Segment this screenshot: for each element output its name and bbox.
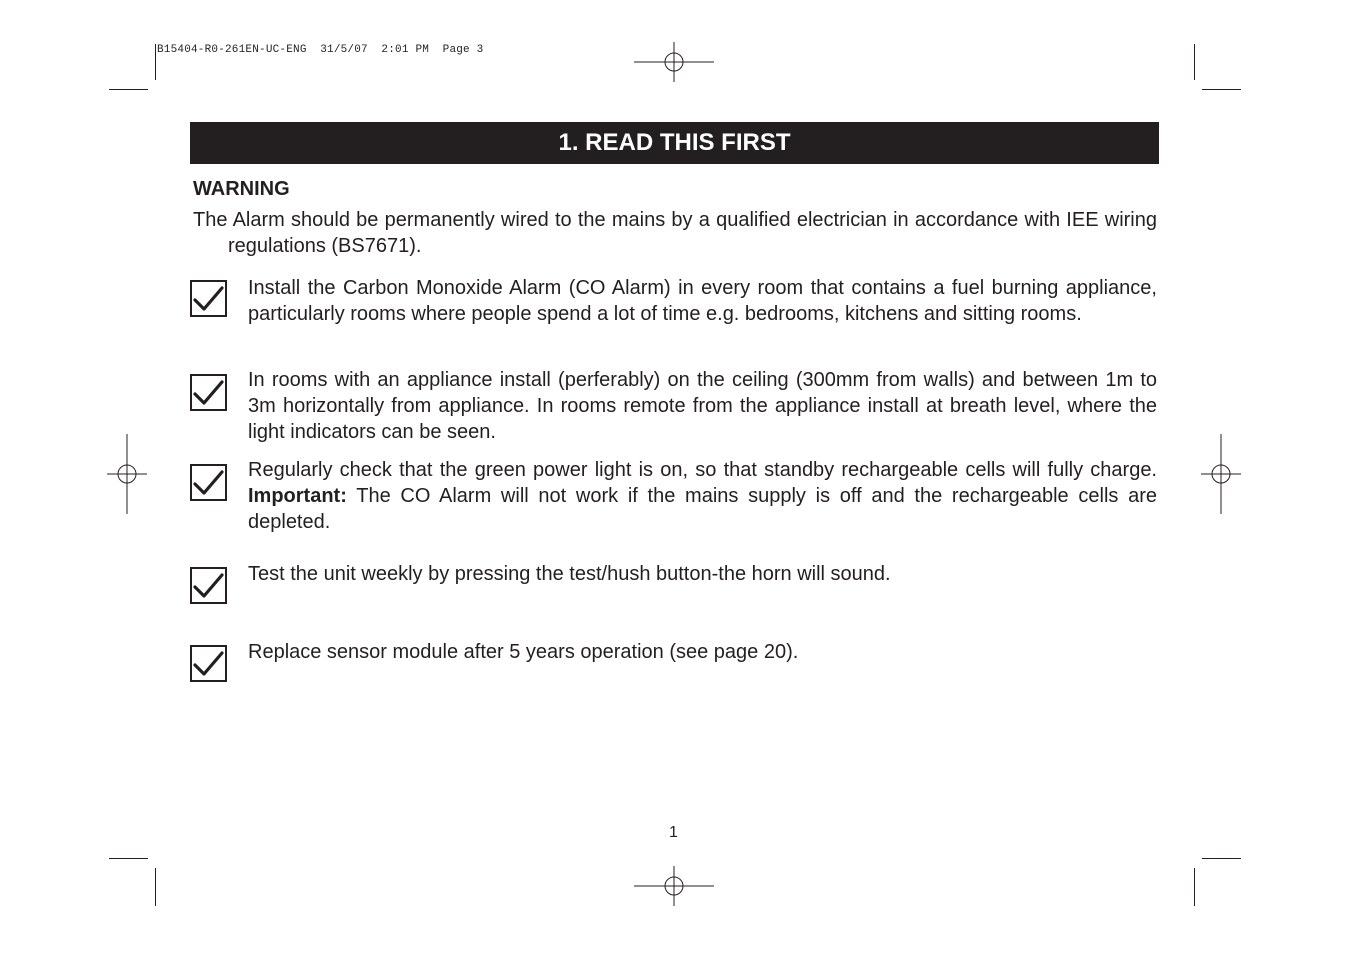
- crop-mark: [155, 44, 156, 80]
- crop-mark: [1194, 868, 1195, 906]
- page-number: 1: [669, 824, 678, 841]
- crop-mark: [1202, 89, 1241, 90]
- checklist-item-text: [248, 457, 1157, 535]
- checked-box-icon: [190, 464, 227, 501]
- checklist-item-text: Install the Carbon Monoxide Alarm (CO Alarm) in every room that contains a fuel burning appliance, particularly rooms where people spend a lot of time e.g. bedrooms, kitchens and sitting rooms.: [248, 277, 1157, 325]
- crop-mark: [109, 89, 148, 90]
- checked-box-icon: [190, 645, 227, 682]
- checklist-item-text: Replace sensor module after 5 years operation (see page 20).: [248, 641, 799, 663]
- checked-box-icon: [190, 567, 227, 604]
- registration-mark-icon: [107, 434, 147, 514]
- crop-mark: [109, 858, 148, 859]
- crop-mark: [1202, 858, 1241, 859]
- registration-mark-icon: [634, 866, 714, 906]
- warning-text: The Alarm should be permanently wired to the mains by a qualified electrician in accordance with IEE wiring regulations (BS7671).: [193, 209, 1157, 257]
- registration-mark-icon: [1201, 434, 1241, 514]
- section-title-bar: [190, 122, 1159, 164]
- crop-mark: [1194, 44, 1195, 80]
- crop-mark: [155, 868, 156, 906]
- checklist-item-text: Test the unit weekly by pressing the test/hush button-the horn will sound.: [248, 563, 891, 585]
- important-label: Important:: [248, 485, 347, 507]
- print-slug: B15404-R0-261EN-UC-ENG 31/5/07 2:01 PM Page 3: [157, 44, 484, 56]
- registration-mark-icon: [634, 42, 714, 82]
- item-text-part: Regularly check that the green power light is on, so that standby rechargeable cells will fully charge.: [248, 459, 1157, 481]
- checked-box-icon: [190, 374, 227, 411]
- checklist-item-text: In rooms with an appliance install (perferably) on the ceiling (300mm from walls) and between 1m to 3m horizontally from appliance. In rooms remote from the appliance install at breath level, where the light indicators can be seen.: [248, 369, 1157, 443]
- checked-box-icon: [190, 280, 227, 317]
- item-text-part: The CO Alarm will not work if the mains supply is off and the rechargeable cells are depleted.: [248, 485, 1157, 533]
- warning-heading: WARNING: [193, 178, 290, 200]
- page-title: 1. READ THIS FIRST: [558, 129, 791, 156]
